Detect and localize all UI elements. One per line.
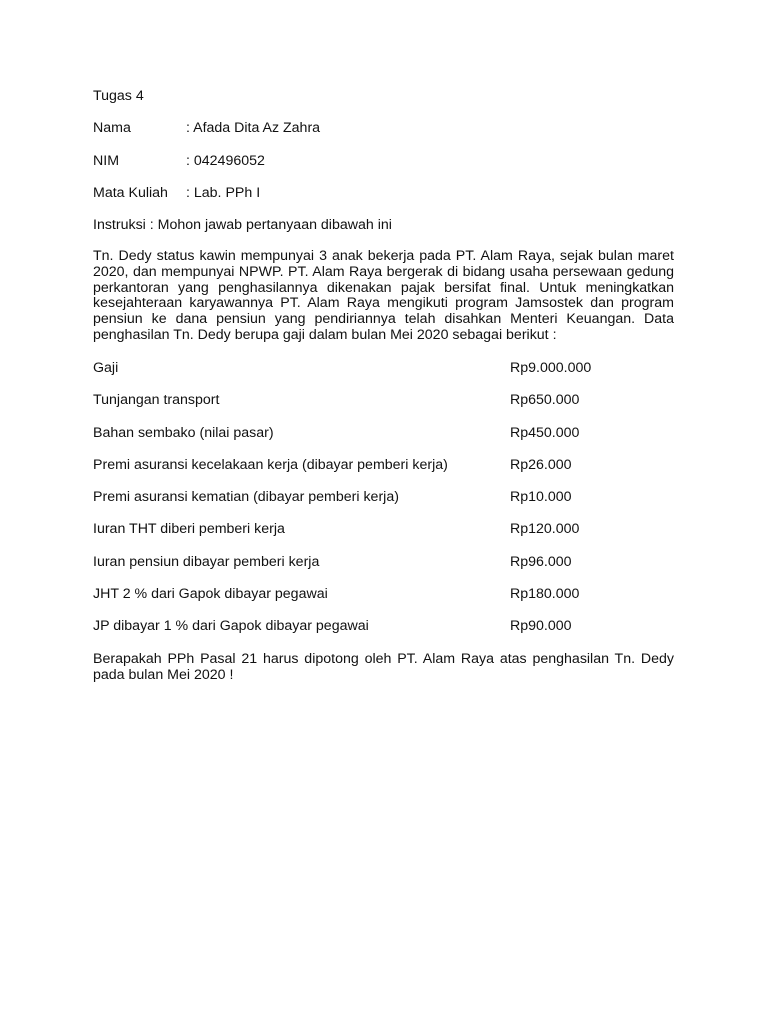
income-item-label: JHT 2 % dari Gapok dibayar pegawai xyxy=(93,586,328,602)
question-paragraph xyxy=(93,652,674,684)
course-label: Mata Kuliah xyxy=(93,185,168,201)
case-paragraph-line: kesejahteraan karyawannya PT. Alam Raya mengikuti program Jamsostek dan program xyxy=(93,295,674,312)
income-item-label: Iuran pensiun dibayar pemberi kerja xyxy=(93,554,320,570)
income-item-label: Gaji xyxy=(93,360,119,376)
course-value: : Lab. PPh I xyxy=(186,185,261,201)
case-paragraph-line: Tn. Dedy status kawin mempunyai 3 anak bekerja pada PT. Alam Raya, sejak bulan maret xyxy=(93,248,674,264)
case-paragraph-line: 2020, dan mempunyai NPWP. PT. Alam Raya bergerak di bidang usaha persewaan gedung xyxy=(93,263,674,280)
assignment-title: Tugas 4 xyxy=(93,88,144,104)
income-item-label: Premi asuransi kecelakaan kerja (dibayar pemberi kerja) xyxy=(93,457,448,473)
income-item-amount: Rp90.000 xyxy=(510,618,572,634)
income-item-amount: Rp450.000 xyxy=(510,425,580,441)
income-item-label: Premi asuransi kematian (dibayar pemberi kerja) xyxy=(93,489,399,505)
income-item-amount: Rp26.000 xyxy=(510,457,572,473)
case-paragraph-line: perkantoran yang penghasilannya dikenakan pajak bersifat final. Untuk meningkatkan xyxy=(93,279,674,296)
case-paragraph-line: penghasilan Tn. Dedy berupa gaji dalam bulan Mei 2020 sebagai berikut : xyxy=(93,326,557,343)
income-item-amount: Rp120.000 xyxy=(510,521,580,537)
income-item-amount: Rp96.000 xyxy=(510,554,572,570)
income-item-label: Bahan sembako (nilai pasar) xyxy=(93,425,274,441)
case-paragraph-line: pensiun ke dana pensiun yang pendiriannya telah disahkan Menteri Keuangan. Data xyxy=(93,311,674,328)
name-label: Nama xyxy=(93,120,131,136)
income-item-label: Iuran THT diberi pemberi kerja xyxy=(93,521,285,537)
instruction-text: Instruksi : Mohon jawab pertanyaan dibawah ini xyxy=(93,217,392,233)
nim-value: : 042496052 xyxy=(186,153,265,169)
question-line: pada bulan Mei 2020 ! xyxy=(93,666,234,683)
income-item-amount: Rp650.000 xyxy=(510,392,580,408)
income-item-amount: Rp180.000 xyxy=(510,586,580,602)
income-item-label: JP dibayar 1 % dari Gapok dibayar pegawai xyxy=(93,618,369,634)
income-item-label: Tunjangan transport xyxy=(93,392,220,408)
name-value: : Afada Dita Az Zahra xyxy=(186,120,321,136)
nim-label: NIM xyxy=(93,153,120,169)
question-line: Berapakah PPh Pasal 21 harus dipotong oleh PT. Alam Raya atas penghasilan Tn. Dedy xyxy=(93,651,674,667)
income-item-amount: Rp9.000.000 xyxy=(510,360,592,376)
income-item-amount: Rp10.000 xyxy=(510,489,572,505)
case-paragraph xyxy=(93,249,674,344)
